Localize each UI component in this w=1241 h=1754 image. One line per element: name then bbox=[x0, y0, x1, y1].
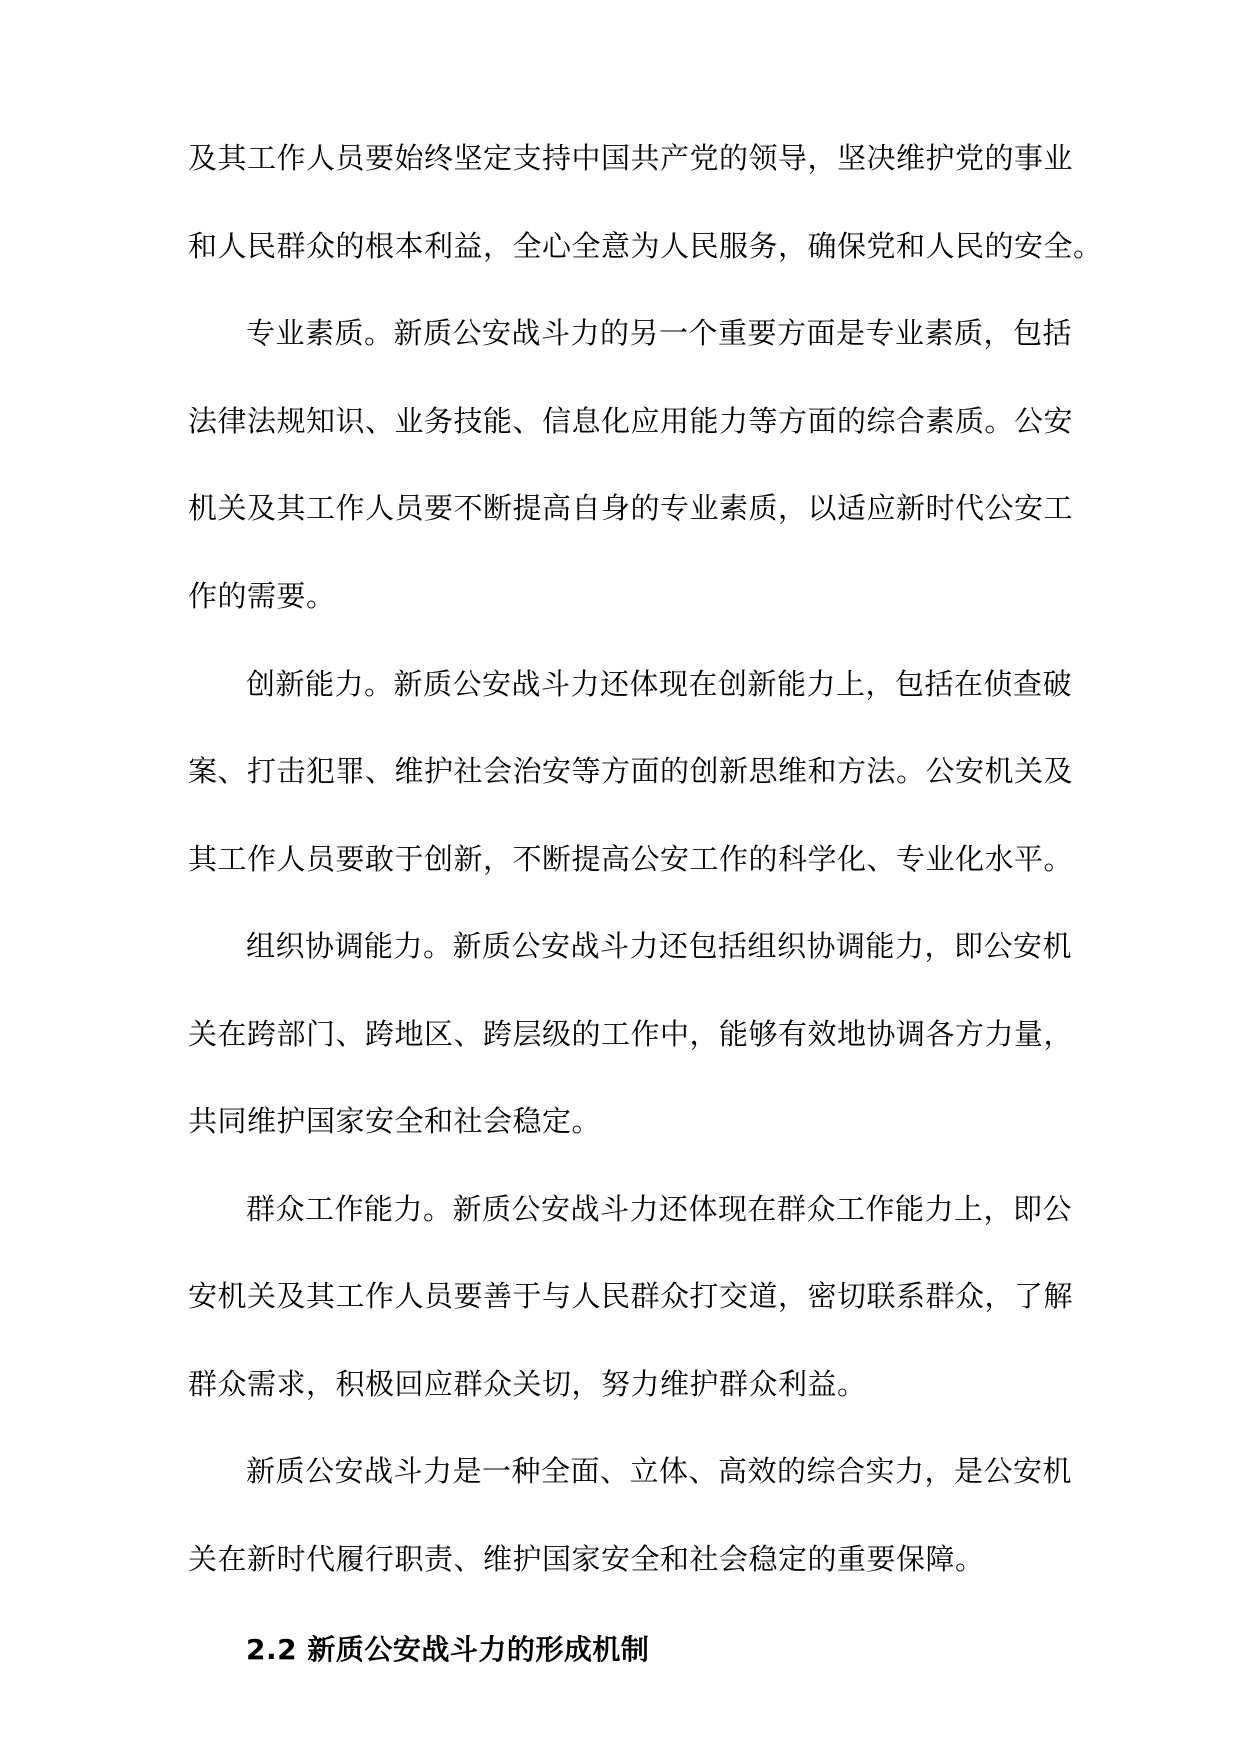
text-line: 机关及其工作人员要不断提高自身的专业素质，以适应新时代公安工 bbox=[188, 491, 1074, 525]
paragraph-start-line: 专业素质。新质公安战斗力的另一个重要方面是专业素质，包括 bbox=[246, 316, 1073, 350]
text-line: 安机关及其工作人员要善于与人民群众打交道，密切联系群众，了解 bbox=[188, 1279, 1074, 1313]
paragraph-start-line: 群众工作能力。新质公安战斗力还体现在群众工作能力上，即公 bbox=[246, 1192, 1073, 1226]
text-line: 共同维护国家安全和社会稳定。 bbox=[188, 1104, 602, 1138]
text-line: 法律法规知识、业务技能、信息化应用能力等方面的综合素质。公安 bbox=[188, 404, 1074, 438]
text-line: 群众需求，积极回应群众关切，努力维护群众利益。 bbox=[188, 1367, 867, 1401]
text-line: 案、打击犯罪、维护社会治安等方面的创新思维和方法。公安机关及 bbox=[188, 754, 1074, 788]
text-line: 关在跨部门、跨地区、跨层级的工作中，能够有效地协调各方力量， bbox=[188, 1017, 1074, 1051]
paragraph-start-line: 组织协调能力。新质公安战斗力还包括组织协调能力，即公安机 bbox=[246, 929, 1073, 963]
text-line: 关在新时代履行职责、维护国家安全和社会稳定的重要保障。 bbox=[188, 1542, 985, 1576]
paragraph-start-line: 新质公安战斗力是一种全面、立体、高效的综合实力，是公安机 bbox=[246, 1454, 1073, 1488]
text-line: 和人民群众的根本利益，全心全意为人民服务，确保党和人民的安全。 bbox=[188, 229, 1103, 263]
text-line: 作的需要。 bbox=[188, 579, 336, 613]
paragraph-start-line: 创新能力。新质公安战斗力还体现在创新能力上，包括在侦查破 bbox=[246, 667, 1073, 701]
section-heading: 2.2 新质公安战斗力的形成机制 bbox=[246, 1633, 650, 1666]
text-line: 其工作人员要敢于创新，不断提高公安工作的科学化、专业化水平。 bbox=[188, 842, 1074, 876]
text-line: 及其工作人员要始终坚定支持中国共产党的领导，坚决维护党的事业 bbox=[188, 141, 1074, 175]
